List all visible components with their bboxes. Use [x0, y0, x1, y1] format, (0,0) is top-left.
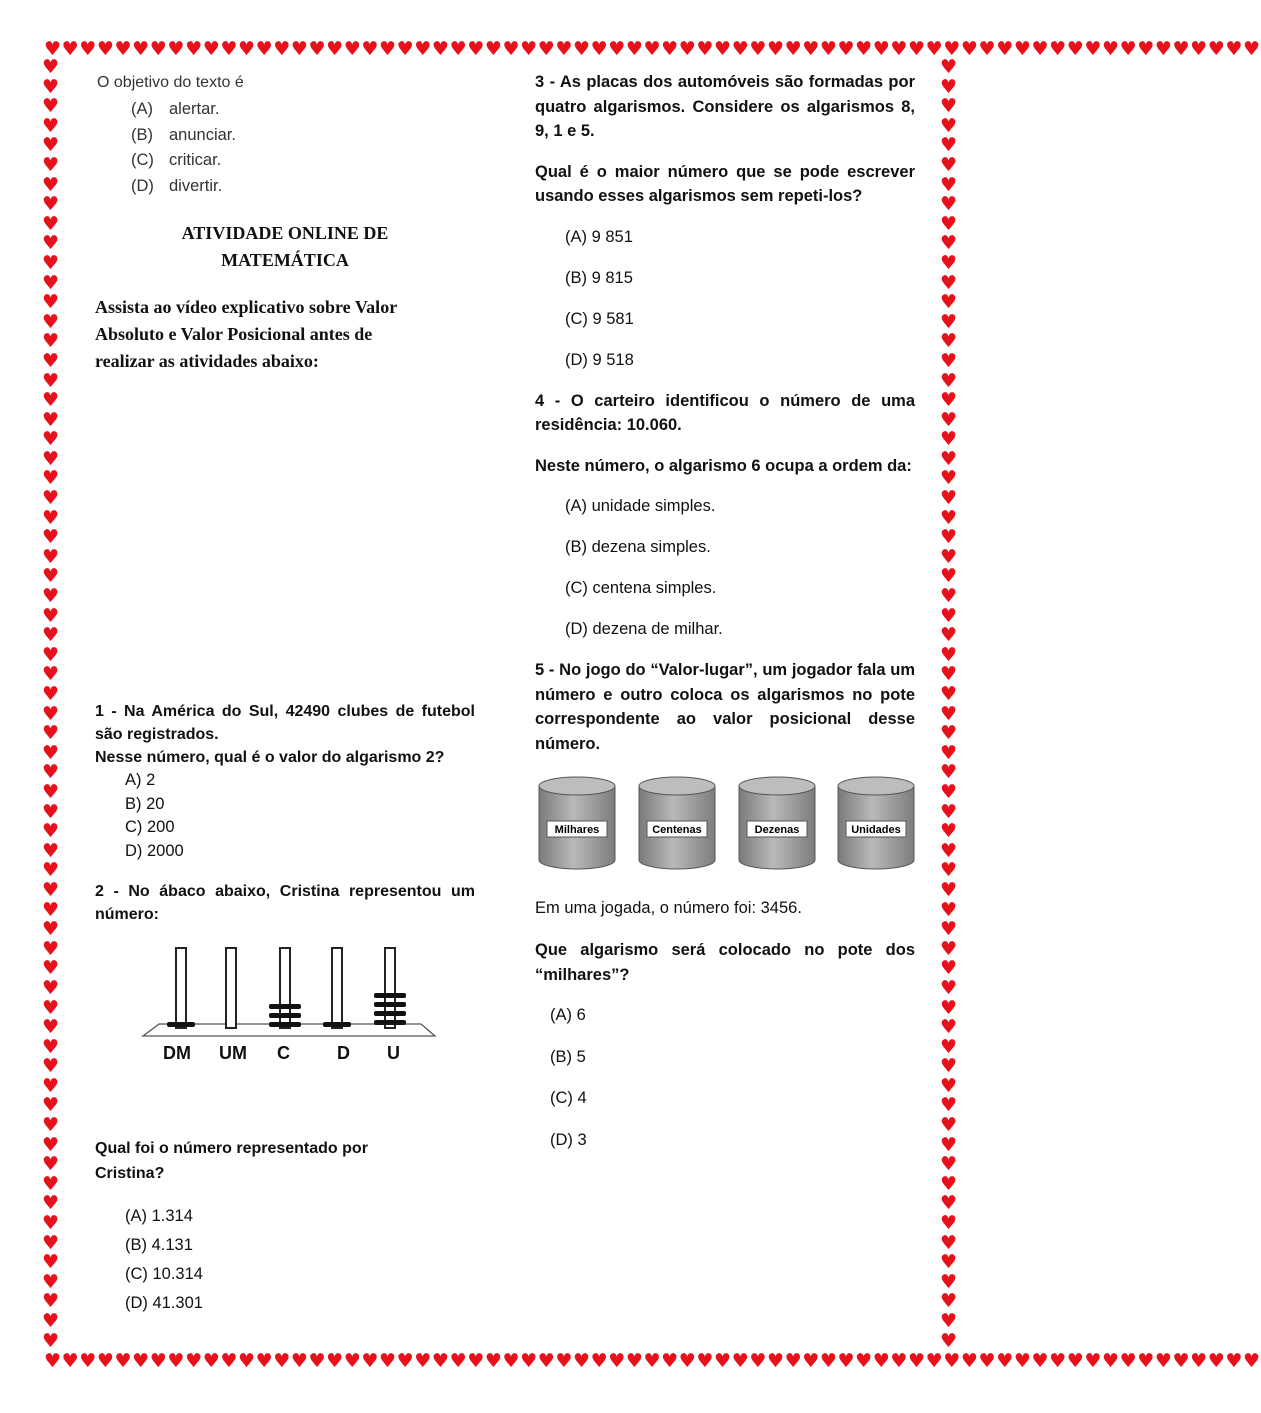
question-3-prompt: Qual é o maior número que se pode escrever usando esses algarismos sem repeti-los? [535, 162, 915, 205]
heart-border-top: ♥♥♥♥♥♥♥♥♥♥♥♥♥♥♥♥♥♥♥♥♥♥♥♥♥♥♥♥♥♥♥♥♥♥♥♥♥♥♥♥♥♥♥♥♥♥♥♥♥♥♥♥♥♥♥♥♥♥♥♥♥♥♥♥♥♥♥♥♥ [44, 38, 1261, 60]
pot-unidades [838, 777, 914, 869]
heart-border-left: ♥ ♥ ♥ ♥ ♥ ♥ ♥ ♥ ♥ ♥ ♥ ♥ ♥ ♥ ♥ ♥ ♥ ♥ ♥ ♥ ♥ ♥ ♥ ♥ ♥ ♥ ♥ ♥ ♥ ♥ ♥ ♥ ♥ ♥ ♥ ♥ ♥ ♥ ♥ ♥ ♥ ♥ ♥ ♥ ♥ ♥ ♥ ♥ ♥ ♥ ♥ ♥ ♥ ♥ ♥ ♥ ♥ ♥ ♥ ♥ ♥ ♥ ♥ ♥ ♥ ♥ [42, 56, 60, 1352]
abacus-label-c: C [277, 1043, 290, 1063]
abacus-bead [323, 1022, 351, 1027]
video-placeholder [95, 375, 475, 700]
option: C) 200 [125, 818, 175, 836]
question-5-options [535, 1003, 915, 1169]
question-2: 2 - No ábaco abaixo, Cristina representou um número: [95, 883, 475, 923]
question-5-statement: Em uma jogada, o número foi: 3456. [535, 899, 802, 917]
pre-option: (B) anunciar. [131, 125, 236, 144]
abacus-bead [374, 993, 406, 998]
intro-text: Assista ao vídeo explicativo sobre Valor Absoluto e Valor Posicional antes de realizar as atividades abaixo: [95, 297, 398, 371]
option: (B) 5 [550, 1047, 586, 1066]
option: (B) 9 815 [565, 268, 633, 287]
pre-options [131, 100, 475, 202]
option: A) 2 [125, 771, 156, 789]
option: (C) 4 [550, 1089, 587, 1107]
question-3-options [535, 225, 915, 389]
option: (D) 9 518 [565, 350, 634, 369]
abacus-label-d: D [337, 1043, 350, 1063]
abacus-bead [269, 1013, 301, 1018]
option: (C) centena simples. [565, 579, 717, 597]
option: (A) unidade simples. [565, 497, 716, 515]
pre-option: (C) criticar. [131, 151, 222, 169]
option: (B) dezena simples. [565, 538, 711, 556]
pot-label: Milhares [554, 824, 600, 836]
right-column [535, 70, 915, 1169]
pot-centenas [639, 777, 715, 869]
pre-option: (A) alertar. [131, 100, 220, 118]
left-column [95, 70, 475, 1318]
abacus-bead [374, 1002, 406, 1007]
question-2-options [95, 1202, 475, 1318]
question-1: 1 - Na América do Sul, 42490 clubes de futebol são registrados. Nesse número, qual é o valor do algarismo 2? [95, 703, 475, 766]
abacus-bead [167, 1022, 195, 1027]
pot-milhares [539, 777, 615, 869]
option: D) 2000 [125, 841, 184, 860]
question-4-options [535, 494, 915, 658]
heart-border-bottom: ♥♥♥♥♥♥♥♥♥♥♥♥♥♥♥♥♥♥♥♥♥♥♥♥♥♥♥♥♥♥♥♥♥♥♥♥♥♥♥♥♥♥♥♥♥♥♥♥♥♥♥♥♥♥♥♥♥♥♥♥♥♥♥♥♥♥♥♥♥ [44, 1350, 1261, 1372]
pots-figure [535, 776, 915, 876]
option: (A) 6 [550, 1006, 586, 1024]
pot-label: Dezenas [754, 824, 800, 836]
abacus-bead [269, 1022, 301, 1027]
option: (C) 10.314 [125, 1265, 203, 1283]
option: (D) 41.301 [125, 1294, 203, 1312]
abacus-figure [139, 944, 439, 1074]
question-5-prompt: Que algarismo será colocado no pote dos “milhares”? [535, 941, 915, 984]
option: (A) 9 851 [565, 227, 633, 246]
page-title: ATIVIDADE ONLINE DE MATEMÁTICA [181, 223, 389, 270]
abacus-label-u: U [387, 1043, 400, 1063]
question-4: 4 - O carteiro identificou o número de uma residência: 10.060. [535, 391, 915, 434]
option: (A) 1.314 [125, 1207, 193, 1225]
pot-label: Unidades [851, 824, 901, 836]
question-5: 5 - No jogo do “Valor-lugar”, um jogador fala um número e outro coloca os algarismos no pote correspondente ao valor posicional desse número. [535, 661, 915, 753]
option: B) 20 [125, 794, 165, 813]
option: (C) 9 581 [565, 309, 634, 328]
option: (B) 4.131 [125, 1236, 193, 1254]
pre-question: O objetivo do texto é [97, 74, 244, 91]
option: (D) 3 [550, 1130, 587, 1149]
pot-dezenas [739, 777, 815, 869]
abacus-label-um: UM [219, 1043, 247, 1063]
question-2-prompt: Qual foi o número representado por Cristina? [95, 1140, 368, 1182]
pre-option: (D) divertir. [131, 176, 223, 195]
question-3: 3 - As placas dos automóveis são formadas por quatro algarismos. Considere os algarismos 8, 9, 1 e 5. [535, 73, 915, 140]
question-4-prompt: Neste número, o algarismo 6 ocupa a ordem da: [535, 456, 912, 475]
abacus-bead [374, 1020, 406, 1025]
abacus-bead [269, 1004, 301, 1009]
heart-border-right: ♥ ♥ ♥ ♥ ♥ ♥ ♥ ♥ ♥ ♥ ♥ ♥ ♥ ♥ ♥ ♥ ♥ ♥ ♥ ♥ ♥ ♥ ♥ ♥ ♥ ♥ ♥ ♥ ♥ ♥ ♥ ♥ ♥ ♥ ♥ ♥ ♥ ♥ ♥ ♥ ♥ ♥ ♥ ♥ ♥ ♥ ♥ ♥ ♥ ♥ ♥ ♥ ♥ ♥ ♥ ♥ ♥ ♥ ♥ ♥ ♥ ♥ ♥ ♥ ♥ ♥ [940, 56, 958, 1352]
option: (D) dezena de milhar. [565, 620, 723, 638]
question-1-options [95, 769, 475, 863]
pot-label: Centenas [652, 824, 702, 836]
abacus-label-dm: DM [163, 1043, 191, 1063]
abacus-bead [374, 1011, 406, 1016]
